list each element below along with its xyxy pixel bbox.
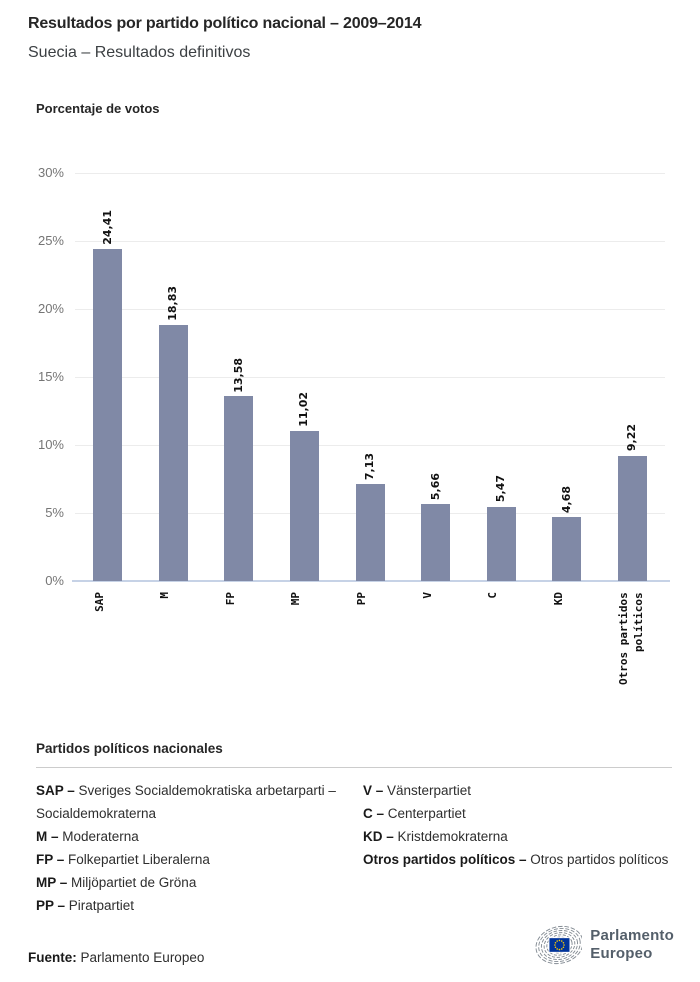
y-tick-label: 10%: [37, 437, 64, 452]
legend-entry-abbr: FP –: [36, 852, 69, 867]
logo-line-1: Parlamento: [590, 927, 674, 944]
legend-entry-name: Folkepartiet Liberalerna: [68, 852, 210, 867]
bar-value-label: 11,02: [297, 392, 311, 428]
gridline: [75, 173, 665, 174]
bar: [356, 484, 385, 581]
bar-value-label: 4,68: [559, 486, 573, 514]
y-tick-label: 5%: [45, 505, 64, 520]
legend-column-right: [363, 779, 673, 871]
legend-divider: [36, 767, 672, 768]
bar-value-label: 5,47: [494, 475, 508, 503]
source-label: Fuente:: [28, 950, 77, 965]
y-tick-label: 15%: [37, 369, 64, 384]
legend-entry-name: Kristdemokraterna: [397, 829, 508, 844]
y-tick-label: 0%: [45, 573, 64, 588]
gridline: [75, 241, 665, 242]
bar-category-label: KD: [551, 592, 565, 606]
y-tick-label: 20%: [37, 301, 64, 316]
legend-entry: [36, 779, 348, 825]
bar-category-label: Otros partidos políticos: [617, 592, 646, 685]
legend-entry-name: Centerpartiet: [387, 806, 466, 821]
legend-entry-name: Moderaterna: [62, 829, 139, 844]
bar: [224, 396, 253, 581]
bar: [487, 507, 516, 581]
page-subtitle: Suecia – Resultados definitivos: [28, 44, 251, 61]
y-tick-label: 25%: [37, 233, 64, 248]
bar-category-label: SAP: [92, 592, 106, 612]
gridline: [75, 309, 665, 310]
legend-entry: [36, 848, 348, 871]
bar: [618, 456, 647, 581]
logo-wordmark: [590, 927, 674, 963]
legend-entry: [363, 825, 673, 848]
legend-entry-abbr: KD –: [363, 829, 398, 844]
bar-value-label: 24,41: [100, 210, 114, 246]
chart-title: Porcentaje de votos: [36, 101, 160, 116]
page-title: Resultados por partido político nacional – 2009–2014: [28, 15, 422, 32]
legend-entry: [363, 779, 673, 802]
bar-category-label: V: [420, 592, 434, 599]
legend-entry-name: Piratpartiet: [68, 898, 135, 913]
y-tick-label: 30%: [37, 165, 64, 180]
legend-entry-name: Otros partidos políticos: [530, 852, 669, 867]
legend-entry: [363, 848, 673, 871]
bar: [290, 431, 319, 581]
legend-entry-abbr: PP –: [36, 898, 69, 913]
legend-entry-abbr: Otros partidos políticos –: [363, 852, 531, 867]
legend-entry-abbr: MP –: [36, 875, 72, 890]
bar: [421, 504, 450, 581]
legend-heading: Partidos políticos nacionales: [36, 741, 223, 756]
legend-column-left: [36, 779, 348, 917]
bar-category-label: PP: [355, 592, 368, 606]
bar-category-label: C: [486, 592, 500, 599]
bar-value-label: 5,66: [428, 472, 442, 501]
bar-category-label: M: [158, 592, 172, 599]
bar-category-label: MP: [289, 592, 303, 606]
bar-value-label: 9,22: [625, 424, 639, 452]
legend-entry-abbr: C –: [363, 806, 388, 821]
legend-entry: [36, 871, 348, 894]
legend-entry-abbr: SAP –: [36, 783, 79, 798]
european-parliament-logo: [522, 920, 674, 970]
legend-entry-name: Sveriges Socialdemokratiska arbetarparti – Socialdemokraterna: [36, 783, 336, 821]
source-text: Parlamento Europeo: [80, 950, 205, 965]
source-note: [28, 950, 204, 965]
hemicycle-icon: [522, 922, 582, 968]
bar-category-label: FP: [223, 592, 237, 606]
legend-entry-name: Miljöpartiet de Gröna: [71, 875, 197, 890]
bar-value-label: 18,83: [166, 286, 180, 321]
legend-entry-abbr: V –: [363, 783, 388, 798]
legend-entry-abbr: M –: [36, 829, 63, 844]
legend-entry: [36, 894, 348, 917]
bar: [552, 517, 581, 581]
bar: [159, 325, 188, 581]
legend-entry: [363, 802, 673, 825]
legend-entry-name: Vänsterpartiet: [387, 783, 472, 798]
bar: [93, 249, 122, 581]
logo-line-2: Europeo: [590, 945, 653, 962]
eu-flag-icon: [549, 938, 570, 953]
bar-value-label: 13,58: [231, 357, 245, 393]
bar-value-label: 7,13: [363, 452, 376, 481]
legend-entry: [36, 825, 348, 848]
